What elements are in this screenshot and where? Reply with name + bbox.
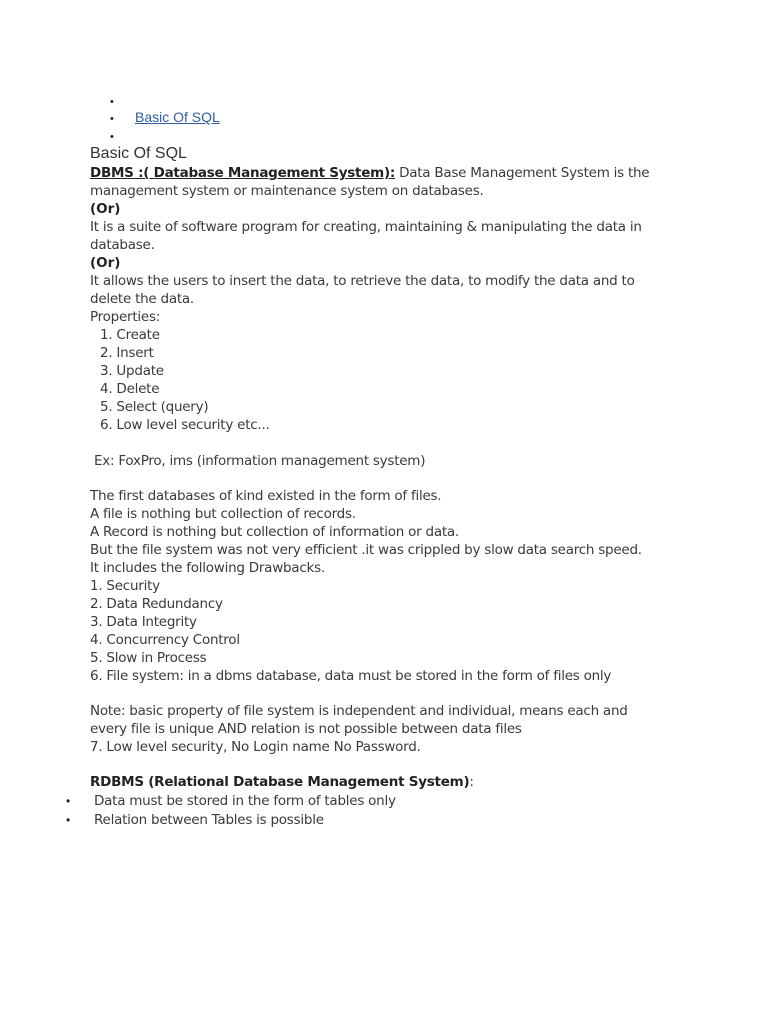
- nav-bullet: •: [110, 131, 114, 143]
- note-line: every file is unique AND relation is not possible between data files: [90, 721, 522, 737]
- note-line: Note: basic property of file system is independent and individual, means each and: [90, 703, 628, 719]
- drawback-item: 3. Data Integrity: [90, 614, 197, 630]
- alt-def-line: database.: [90, 237, 155, 253]
- rdbms-point: Data must be stored in the form of tables only: [94, 793, 396, 809]
- files-text: The first databases of kind existed in the form of files.: [90, 488, 442, 504]
- property-item: 5. Select (query): [100, 399, 209, 415]
- rdbms-bullet: •: [66, 794, 71, 808]
- dbms-heading: DBMS :( Database Management System):: [90, 165, 396, 181]
- dbms-definition: [90, 164, 649, 182]
- drawback-item: 2. Data Redundancy: [90, 596, 223, 612]
- alt-def-line: It allows the users to insert the data, to retrieve the data, to modify the data and to: [90, 273, 635, 289]
- rdbms-colon: :: [469, 774, 474, 790]
- property-item: 1. Create: [100, 327, 160, 343]
- files-text: A file is nothing but collection of records.: [90, 506, 356, 522]
- dbms-def-text: Data Base Management System is the: [395, 165, 650, 181]
- or-label: (Or): [90, 255, 121, 271]
- alt-def-line: It is a suite of software program for creating, maintaining & manipulating the data in: [90, 219, 642, 235]
- page-title: Basic Of SQL: [90, 145, 187, 162]
- property-item: 3. Update: [100, 363, 164, 379]
- property-item: 4. Delete: [100, 381, 160, 397]
- files-text: But the file system was not very efficient .it was crippled by slow data search speed.: [90, 542, 642, 558]
- note-line: 7. Low level security, No Login name No Password.: [90, 739, 421, 755]
- rdbms-point: Relation between Tables is possible: [94, 812, 324, 828]
- drawback-item: 1. Security: [90, 578, 160, 594]
- dbms-def-line: management system or maintenance system on databases.: [90, 183, 484, 199]
- nav-bullet: •: [110, 96, 114, 108]
- drawback-item: 6. File system: in a dbms database, data must be stored in the form of files only: [90, 668, 612, 684]
- drawback-item: 5. Slow in Process: [90, 650, 207, 666]
- rdbms-bullet: •: [66, 813, 71, 827]
- property-item: 6. Low level security etc...: [100, 417, 270, 433]
- rdbms-heading-line: [90, 773, 474, 791]
- example-line: Ex: FoxPro, ims (information management system): [94, 453, 426, 469]
- rdbms-heading: RDBMS (Relational Database Management System): [90, 774, 470, 790]
- drawback-item: 4. Concurrency Control: [90, 632, 240, 648]
- basic-of-sql-link[interactable]: Basic Of SQL: [135, 109, 220, 125]
- properties-label: Properties:: [90, 309, 161, 325]
- or-label: (Or): [90, 201, 121, 217]
- files-text: A Record is nothing but collection of information or data.: [90, 524, 459, 540]
- property-item: 2. Insert: [100, 345, 154, 361]
- nav-bullet: •: [110, 113, 114, 125]
- alt-def-line: delete the data.: [90, 291, 194, 307]
- files-text: It includes the following Drawbacks.: [90, 560, 325, 576]
